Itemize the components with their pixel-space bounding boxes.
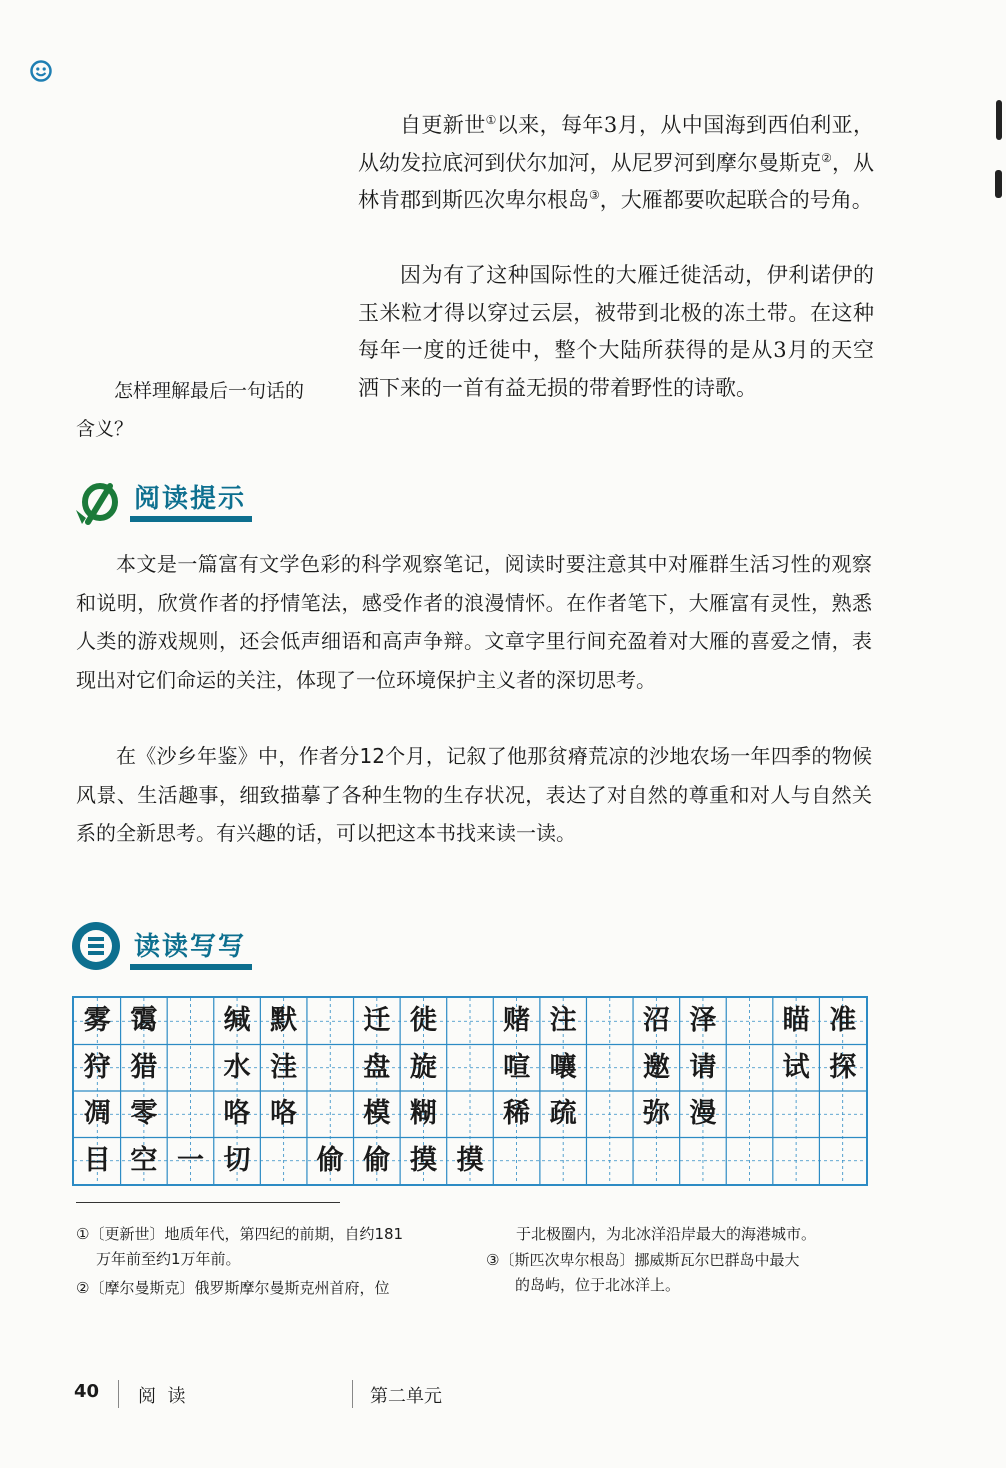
reading-tips-icon — [72, 480, 124, 526]
vocabulary-char: 默 — [270, 1005, 298, 1036]
vocabulary-char: 稀 — [503, 1098, 531, 1129]
vocabulary-char: 瞄 — [782, 1005, 810, 1036]
footnote-ref-1: ① — [485, 113, 497, 127]
footnote-2-continued: 于北极圈内，为北冰洋沿岸最大的海港城市。 — [516, 1225, 817, 1243]
paragraph-text: ，从林肯郡到斯匹次卑尔根岛 — [358, 150, 875, 212]
vocabulary-char: 赌 — [503, 1005, 531, 1036]
footnote-3-text: 〔斯匹次卑尔根岛〕挪威斯瓦尔巴群岛中最大 — [499, 1251, 800, 1269]
footnote-1-text-cont: 万年前至约1万年前。 — [96, 1250, 241, 1268]
footnote-3-text-cont: 的岛屿，位于北冰洋上。 — [515, 1276, 681, 1294]
vocabulary-char: 空 — [130, 1144, 158, 1176]
vocabulary-char: 模 — [363, 1098, 391, 1129]
footnote-1 — [76, 1222, 476, 1272]
paragraph-text: ，大雁都要吹起联合的号角。 — [599, 188, 873, 212]
scan-edge-mark — [995, 170, 1002, 198]
vocabulary-char: 水 — [223, 1051, 251, 1083]
vocabulary-char: 迁 — [363, 1005, 391, 1036]
vocabulary-char: 喧 — [503, 1051, 531, 1083]
footnote-2 — [76, 1276, 476, 1301]
vocabulary-char: 盘 — [363, 1051, 391, 1083]
reading-tips-paragraph-1: 本文是一篇富有文学色彩的科学观察笔记，阅读时要注意其中对雁群生活习性的观察和说明，欣赏作者的抒情笔法，感受作者的浪漫情怀。在作者笔下，大雁富有灵性，熟悉人类的游戏规则，还会低声细语和高声争辩。文章字里行间充盈着对大雁的喜爱之情，表现出对它们命运的关注，体现了一位环境保护主义者的深切思考。 — [76, 552, 872, 692]
scan-edge-mark — [996, 100, 1002, 140]
vocabulary-char: 沼 — [642, 1005, 670, 1036]
vocabulary-char: 糊 — [409, 1098, 437, 1129]
vocabulary-char: 咯 — [223, 1098, 251, 1129]
footnote-ref-2: ② — [821, 150, 832, 165]
footer-divider-left — [118, 1380, 119, 1408]
footnote-2-text: 〔摩尔曼斯克〕俄罗斯摩尔曼斯克州首府，位 — [89, 1279, 390, 1297]
read-write-number-icon — [72, 922, 120, 970]
footer-section: 阅 读 — [138, 1386, 186, 1407]
footnote-1-mark: ① — [76, 1225, 90, 1243]
margin-question: 怎样理解最后一句话的含义？ — [76, 380, 305, 440]
main-paragraph-2: 因为有了这种国际性的大雁迁徙活动，伊利诺伊的玉米粒才得以穿过云层，被带到北极的冻土带。在这种每年一度的迁徙中，整个大陆所获得的是从3月的天空洒下来的一首有益无损的带着野性的诗歌。 — [358, 263, 874, 400]
read-write-title: 读读写写 — [134, 932, 247, 962]
read-write-underline — [130, 964, 252, 970]
vocabulary-char: 猎 — [130, 1051, 158, 1083]
vocabulary-char: 凋 — [83, 1098, 111, 1129]
vocabulary-char: 注 — [549, 1005, 577, 1036]
vocabulary-char: 徙 — [409, 1005, 437, 1036]
smiley-icon — [30, 60, 52, 82]
vocabulary-char: 洼 — [270, 1051, 298, 1083]
footer-unit: 第二单元 — [370, 1386, 442, 1407]
vocabulary-char: 偷 — [316, 1144, 344, 1176]
vocabulary-char: 一 — [176, 1144, 204, 1176]
page-number: 40 — [74, 1381, 100, 1402]
reading-tips-title: 阅读提示 — [134, 484, 247, 514]
vocabulary-char: 雾 — [83, 1005, 111, 1036]
footnote-3 — [486, 1248, 886, 1298]
vocabulary-char: 狩 — [83, 1051, 111, 1083]
vocabulary-char: 弥 — [642, 1098, 670, 1129]
paragraph-text: 自更新世 — [400, 113, 486, 137]
vocabulary-grid — [72, 996, 868, 1186]
vocabulary-char: 漫 — [689, 1098, 717, 1129]
footnote-divider — [76, 1202, 340, 1203]
main-paragraph-1 — [358, 107, 874, 220]
footer-divider-right — [352, 1380, 353, 1408]
vocabulary-char: 请 — [689, 1051, 717, 1083]
vocabulary-char: 嚷 — [549, 1051, 577, 1083]
vocabulary-char: 霭 — [130, 1005, 158, 1036]
footnote-3-mark: ③ — [486, 1251, 500, 1269]
vocabulary-char: 咯 — [270, 1098, 298, 1129]
vocabulary-char: 缄 — [223, 1005, 251, 1036]
reading-tips-paragraph-2: 在《沙乡年鉴》中，作者分12个月，记叙了他那贫瘠荒凉的沙地农场一年四季的物候风景、生活趣事，细致描摹了各种生物的生存状况，表达了对自然的尊重和对人与自然关系的全新思考。有兴趣的话，可以把这本书找来读一读。 — [76, 744, 872, 845]
vocabulary-char: 切 — [223, 1144, 251, 1176]
vocabulary-char: 摸 — [409, 1144, 437, 1176]
vocabulary-char: 疏 — [549, 1098, 577, 1129]
vocabulary-char: 目 — [83, 1144, 111, 1176]
vocabulary-char: 旋 — [409, 1051, 437, 1083]
vocabulary-char: 偷 — [363, 1144, 391, 1176]
footnote-ref-3: ③ — [589, 188, 600, 202]
footnote-2-mark: ② — [76, 1279, 90, 1297]
vocabulary-char: 邀 — [642, 1051, 670, 1083]
vocabulary-char: 准 — [829, 1005, 857, 1036]
vocabulary-char: 零 — [130, 1098, 158, 1129]
reading-tips-underline — [130, 516, 252, 522]
vocabulary-char: 探 — [829, 1051, 857, 1083]
vocabulary-char: 试 — [782, 1051, 810, 1083]
vocabulary-char: 泽 — [689, 1005, 717, 1036]
footnote-1-text: 〔更新世〕地质年代，第四纪的前期，自约181 — [89, 1225, 404, 1243]
vocabulary-char: 摸 — [456, 1144, 484, 1176]
paragraph-text: 以来，每年3月，从中国海到西伯利亚，从幼发拉底河到伏尔加河，从尼罗河到摩尔曼斯克 — [358, 113, 875, 175]
